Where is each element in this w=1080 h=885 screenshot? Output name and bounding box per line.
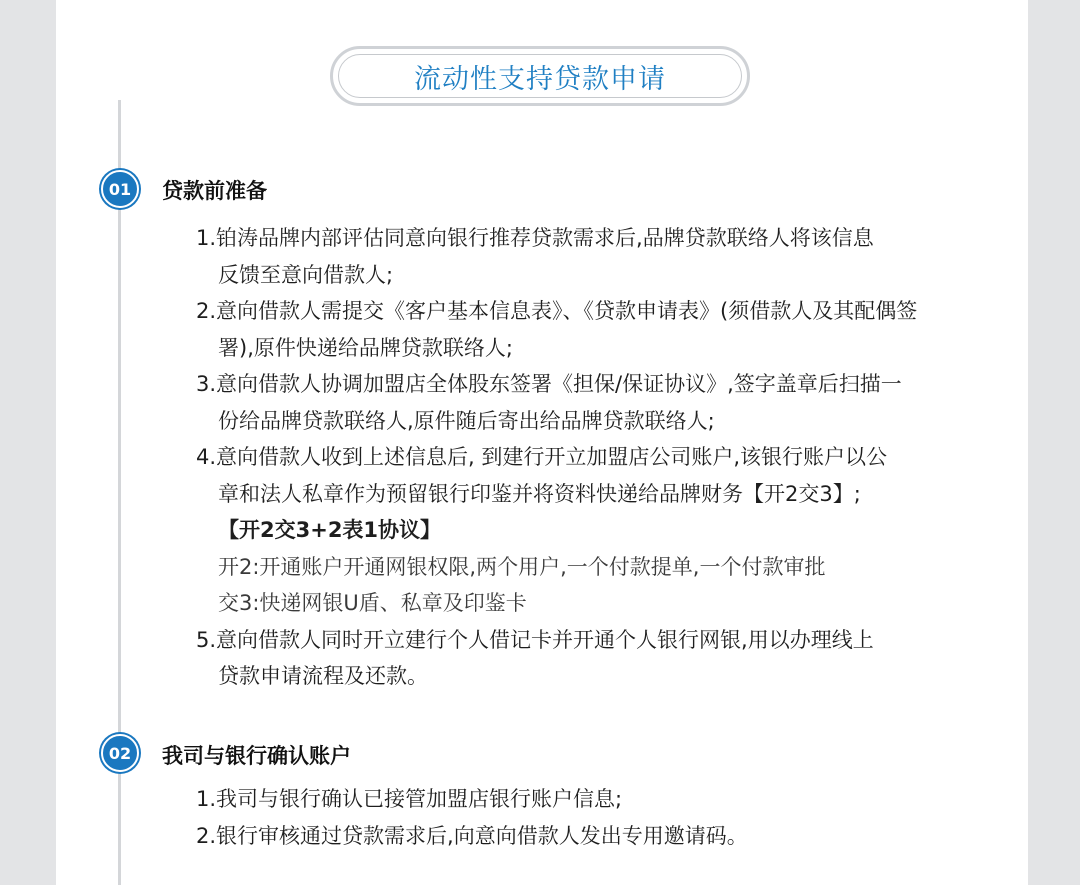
step-badge-01: 01 bbox=[101, 170, 139, 208]
step-5-line-2: 贷款申请流程及还款。 bbox=[218, 664, 428, 688]
right-margin bbox=[1028, 0, 1080, 885]
step-badge-02: 02 bbox=[101, 734, 139, 772]
section-body-loan-preparation bbox=[196, 220, 986, 695]
step-4-line-2: 章和法人私章作为预留银行印鉴并将资料快递给品牌财务【开2交3】; bbox=[218, 481, 861, 506]
step-3-line-2: 份给品牌贷款联络人,原件随后寄出给品牌贷款联络人; bbox=[218, 408, 715, 433]
step-1-line-1: 1.铂涛品牌内部评估同意向银行推荐贷款需求后,品牌贷款联络人将该信息 bbox=[196, 226, 874, 250]
step-4-note-open: 开2:开通账户开通网银权限,两个用户,一个付款提单,一个付款审批 bbox=[218, 554, 826, 579]
step-3-line-1: 3.意向借款人协调加盟店全体股东签署《担保/保证协议》,签字盖章后扫描一 bbox=[196, 372, 902, 396]
step-2-line-2: 署),原件快递给品牌贷款联络人; bbox=[218, 335, 513, 360]
title-banner bbox=[330, 46, 750, 106]
step-5-line-1: 5.意向借款人同时开立建行个人借记卡并开通个人银行网银,用以办理线上 bbox=[196, 627, 874, 652]
title-banner-inner bbox=[338, 54, 742, 98]
step-1-line-2: 反馈至意向借款人; bbox=[218, 262, 394, 287]
section-title-loan-preparation: 贷款前准备 bbox=[162, 179, 267, 203]
left-margin bbox=[0, 0, 56, 885]
section-title-account-confirmation: 我司与银行确认账户 bbox=[162, 744, 351, 768]
step-4-summary: 【开2交3+2表1协议】 bbox=[218, 518, 442, 542]
confirm-step-1: 1.我司与银行确认已接管加盟店银行账户信息; bbox=[196, 787, 623, 811]
page-title: 流动性支持贷款申请 bbox=[414, 63, 666, 95]
section-body-account-confirmation bbox=[196, 781, 986, 854]
step-2-line-1: 2.意向借款人需提交《客户基本信息表》、《贷款申请表》(须借款人及其配偶签 bbox=[196, 299, 918, 323]
confirm-step-2: 2.银行审核通过贷款需求后,向意向借款人发出专用邀请码。 bbox=[196, 823, 748, 848]
step-4-note-deliver: 交3:快递网银U盾、私章及印鉴卡 bbox=[218, 591, 527, 615]
step-4-line-1: 4.意向借款人收到上述信息后, 到建行开立加盟店公司账户,该银行账户以公 bbox=[196, 445, 888, 469]
